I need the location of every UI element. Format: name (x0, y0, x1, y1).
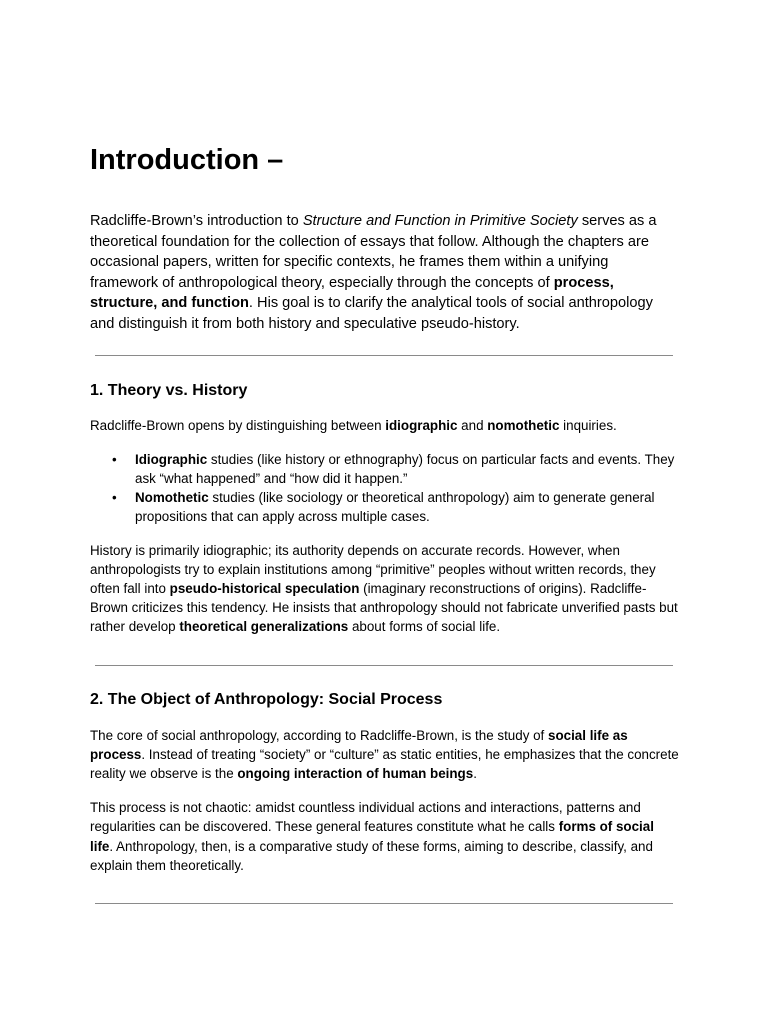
page-title: Introduction – (90, 144, 284, 176)
section2-paragraph-2 (90, 798, 680, 875)
intro-text: Radcliffe-Brown’s introduction to (90, 213, 303, 229)
section-heading-social-process: 2. The Object of Anthropology: Social Process (90, 690, 443, 708)
bullet-term: Nomothetic (135, 490, 209, 506)
paragraph-text: . Anthropology, then, is a comparative study of these forms, aiming to describe, classify, and explain them theoretically. (90, 838, 653, 873)
paragraph-text: The core of social anthropology, according to Radcliffe-Brown, is the study of (90, 727, 549, 743)
bullet-text: studies (like history or ethnography) focus on particular facts and events. They ask “what happened” and “how did it happen.” (135, 451, 675, 486)
document-page (90, 140, 680, 904)
paragraph-text: History is primarily idiographic; its authority depends on accurate records. However, when anthropologists try to explain institutions among “primitive” peoples without written records, they often fall into (90, 542, 656, 596)
term-theoretical-generalizations: theoretical generalizations (179, 619, 349, 635)
paragraph-text: Radcliffe-Brown opens by distinguishing between (90, 417, 386, 433)
paragraph-text: about forms of social life. (348, 619, 501, 635)
section1-paragraph-1 (90, 416, 680, 435)
list-item (90, 488, 680, 526)
section-divider (95, 665, 673, 666)
term-ongoing-interaction: ongoing interaction of human beings (237, 766, 474, 781)
paragraph-text: . (473, 766, 477, 781)
intro-key-concepts: process, structure, and function (90, 274, 614, 312)
term-forms-of-social-life: forms of social life (90, 819, 654, 854)
intro-text: serves as a theoretical foundation for the collection of essays that follow. Although the chapters are occasional papers, written for specific contexts, he frames them within a unifying framework of anthropological theory, especially through the concepts of (90, 213, 657, 291)
bullet-term: Idiographic (135, 451, 208, 467)
term-nomothetic: nomothetic (487, 417, 560, 433)
bullet-icon: • (112, 490, 117, 506)
intro-text: . His goal is to clarify the analytical tools of social anthropology and distinguish it from both history and speculative pseudo-history. (90, 295, 653, 332)
term-social-life-as-process: social life as process (90, 727, 628, 762)
book-title: Structure and Function in Primitive Society (302, 213, 578, 229)
paragraph-text: inquiries. (559, 417, 617, 433)
section1-paragraph-2 (90, 541, 680, 637)
bullet-list (90, 450, 680, 527)
bullet-icon: • (112, 451, 117, 467)
list-item (90, 450, 680, 488)
term-idiographic: idiographic (385, 417, 458, 433)
paragraph-text: and (457, 417, 488, 433)
section2-paragraph-1 (90, 726, 680, 784)
paragraph-text: This process is not chaotic: amidst countless individual actions and interactions, patterns and regularities can be discovered. These general features constitute what he calls (90, 800, 641, 835)
paragraph-text: . Instead of treating “society” or “culture” as static entities, he emphasizes that the concrete reality we observe is the (90, 746, 679, 781)
section-heading-theory-vs-history: 1. Theory vs. History (90, 381, 248, 399)
paragraph-text: (imaginary reconstructions of origins). Radcliffe-Brown criticizes this tendency. He insists that anthropology should not fabricate unverified pasts but rather develop (90, 580, 678, 635)
term-pseudo-historical-speculation: pseudo-historical speculation (169, 580, 360, 596)
intro-paragraph (90, 211, 680, 335)
section-divider (95, 903, 673, 904)
bullet-text: studies (like sociology or theoretical anthropology) aim to generate general propositions that can apply across multiple cases. (135, 490, 655, 525)
section-divider (95, 355, 673, 356)
